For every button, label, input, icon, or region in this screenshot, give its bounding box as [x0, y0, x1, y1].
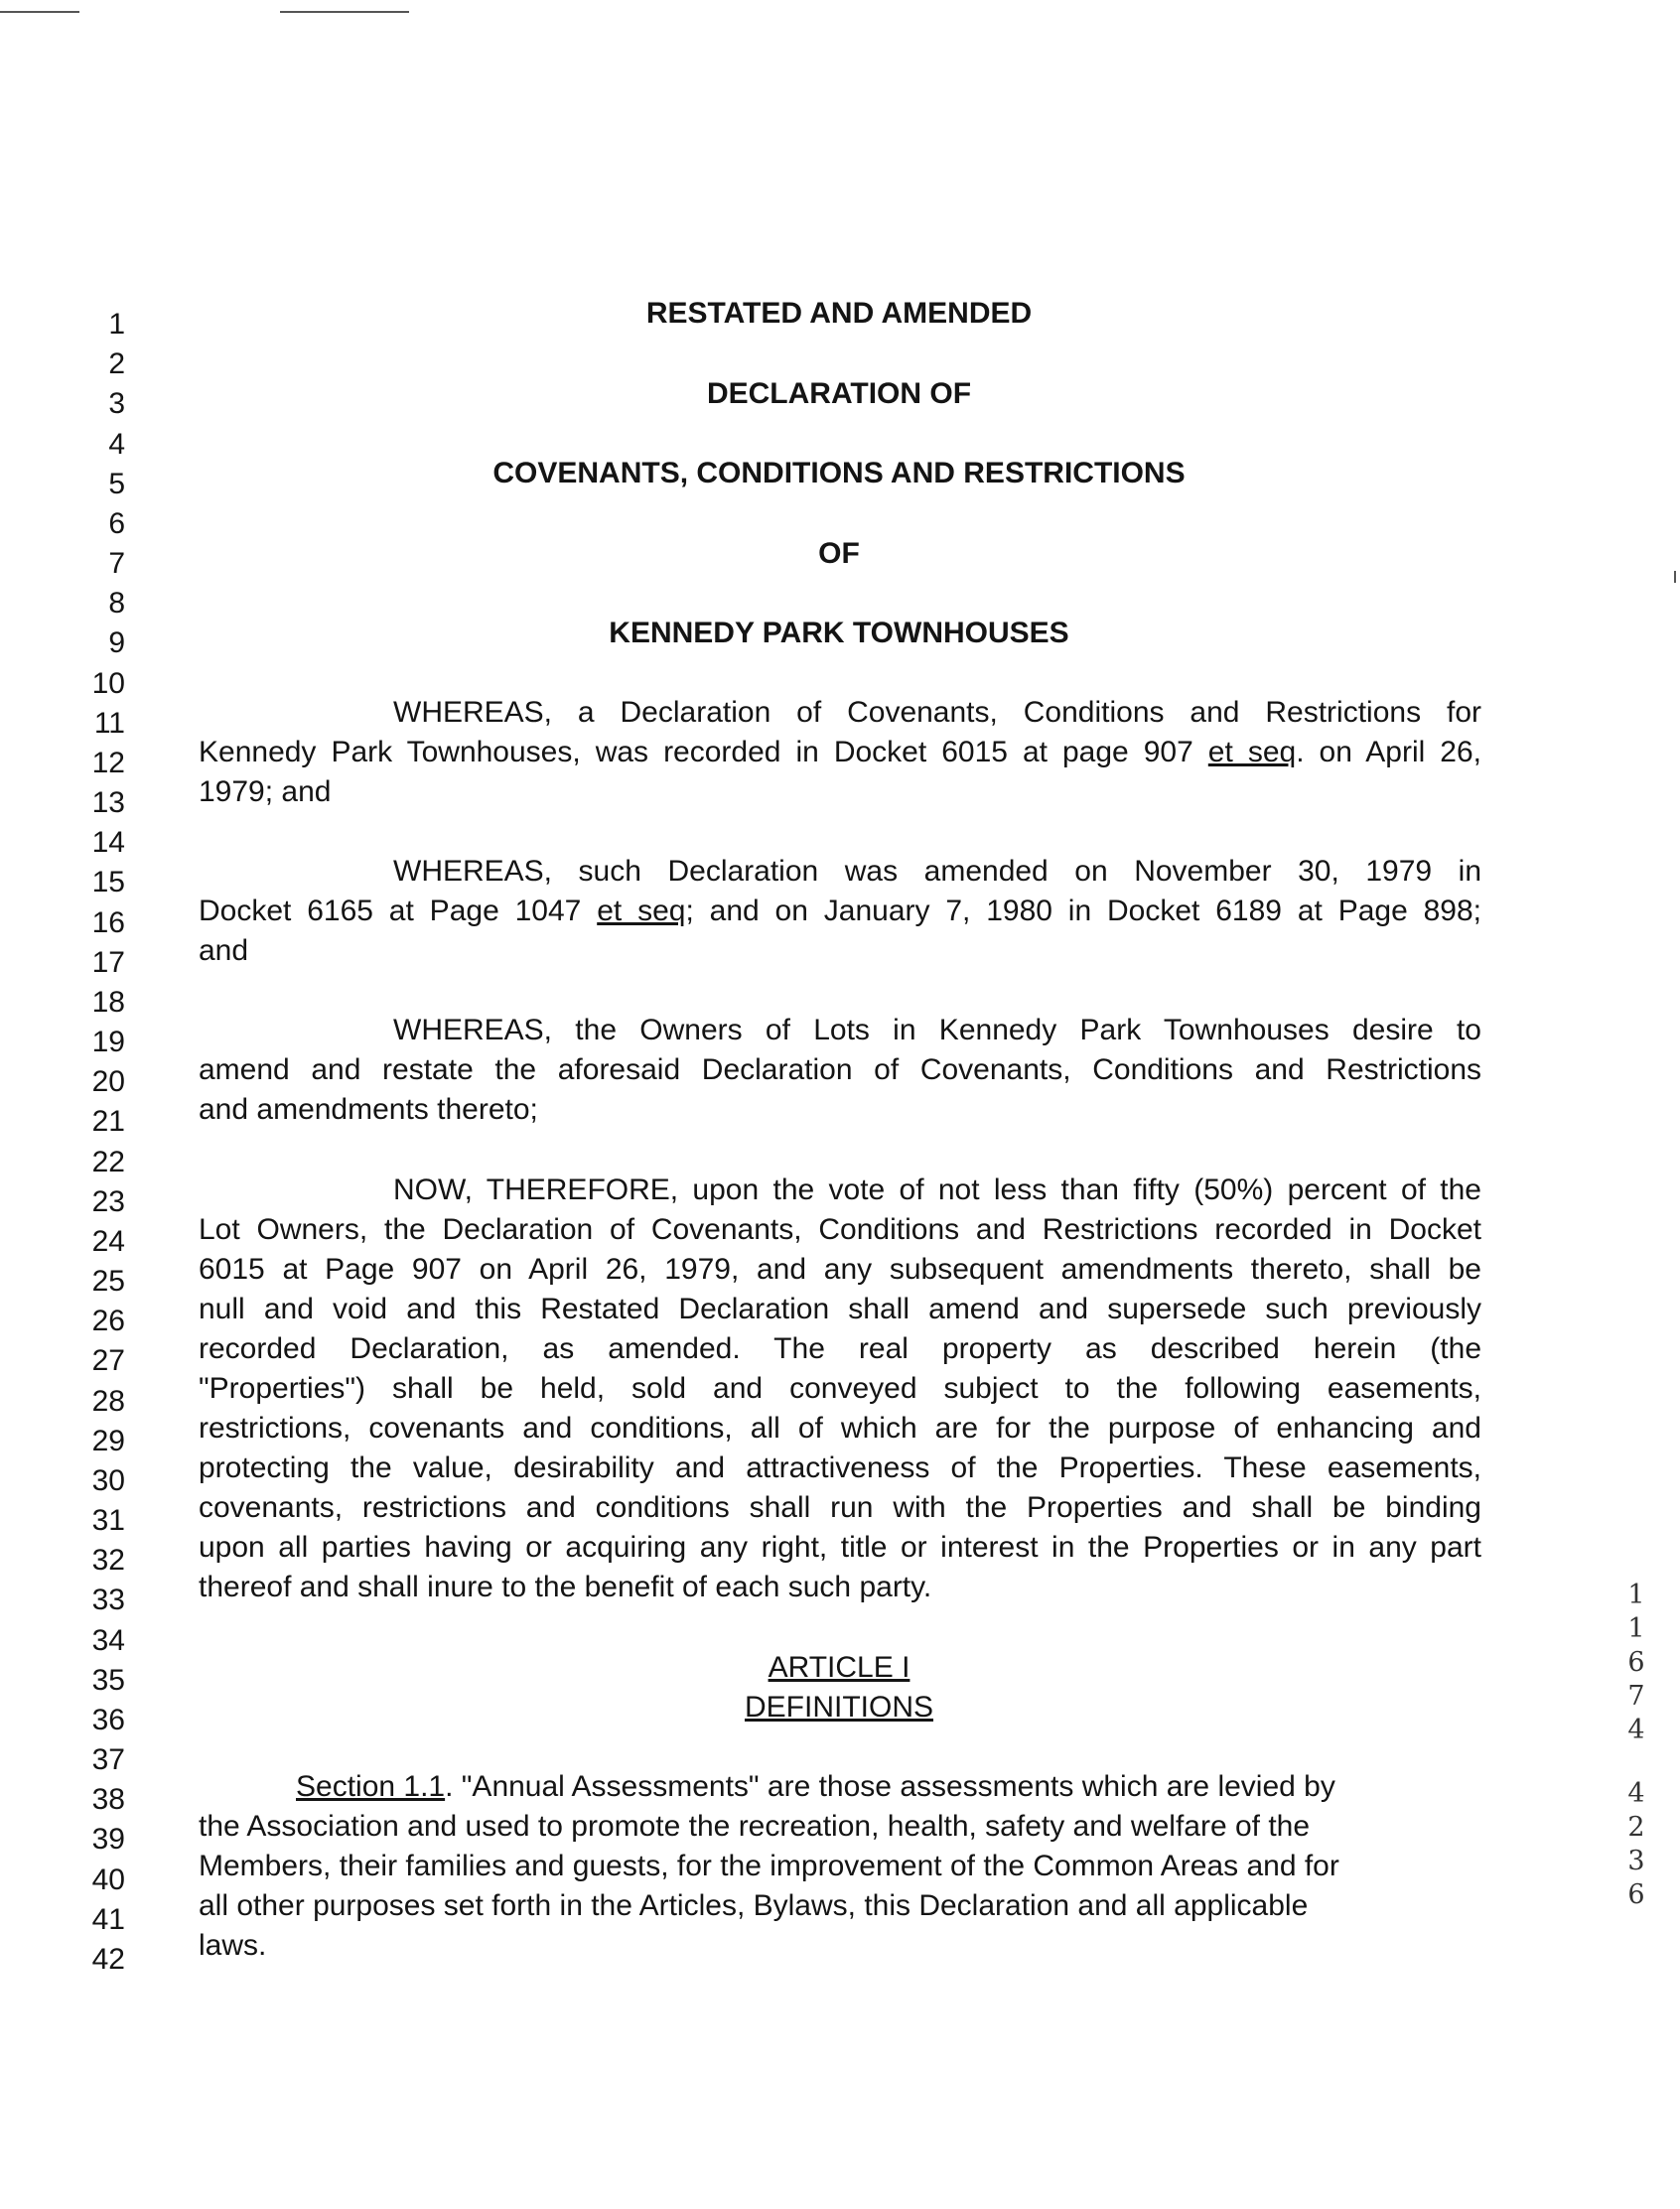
docket-digit: 7 [1627, 1681, 1645, 1712]
line-number: 40 [91, 1863, 125, 1896]
line-number: 31 [91, 1504, 125, 1538]
line-number: 2 [108, 347, 125, 381]
body-line: "Properties") shall be held, sold and conveyed subject to the following easements, [199, 1372, 1481, 1405]
line-number: 41 [91, 1902, 125, 1936]
line-number: 39 [91, 1823, 125, 1857]
docket-digit: 1 [1627, 1613, 1645, 1644]
line-number: 19 [91, 1026, 125, 1059]
line-number: 13 [91, 786, 125, 820]
line-number: 20 [91, 1065, 125, 1099]
line-number: 33 [91, 1584, 125, 1617]
body-line: and amendments thereto; [199, 1093, 538, 1126]
docket-digit: 4 [1627, 1715, 1645, 1745]
body-line: 6015 at Page 907 on April 26, 1979, and any subsequent amendments thereto, shall be [199, 1253, 1481, 1286]
body-line: restrictions, covenants and conditions, all of which are for the purpose of enhancing and [199, 1412, 1481, 1445]
scan-mark-top-left [0, 11, 79, 13]
line-number: 24 [91, 1224, 125, 1258]
body-line: the Association and used to promote the recreation, health, safety and welfare of the [199, 1810, 1311, 1843]
line-number: 37 [91, 1743, 125, 1777]
line-number: 42 [91, 1942, 125, 1976]
text-run: . "Annual Assessments" are those assessments which are levied by [445, 1770, 1335, 1803]
line-number: 23 [91, 1184, 125, 1218]
body-line: thereof and shall inure to the benefit of each such party. [199, 1571, 932, 1603]
line-number: 4 [108, 427, 125, 461]
line-number: 6 [108, 506, 125, 540]
body-line: covenants, restrictions and conditions shall run with the Properties and shall be binding [199, 1491, 1481, 1524]
line-number: 22 [91, 1145, 125, 1178]
title-line-2: DECLARATION OF [706, 377, 972, 410]
text-run: Docket 6165 at Page 1047 [199, 895, 598, 927]
body-line: Members, their families and guests, for the improvement of the Common Areas and for [199, 1850, 1339, 1882]
body-line [199, 736, 1481, 769]
line-number: 10 [91, 666, 125, 700]
body-line: 1979; and [199, 775, 332, 808]
body-line: laws. [199, 1929, 267, 1962]
line-number: 15 [91, 866, 125, 899]
line-number: 12 [91, 746, 125, 779]
line-number: 34 [91, 1623, 125, 1657]
body-line: null and void and this Restated Declaration shall amend and supersede such previously [199, 1293, 1481, 1325]
body-line: WHEREAS, such Declaration was amended on November 30, 1979 in [393, 855, 1481, 888]
line-number: 29 [91, 1424, 125, 1457]
body-line [296, 1770, 1335, 1804]
line-number: 36 [91, 1703, 125, 1736]
body-line: WHEREAS, the Owners of Lots in Kennedy Park Townhouses desire to [393, 1014, 1481, 1046]
docket-digit: 1 [1627, 1580, 1645, 1610]
article-number [606, 1651, 1072, 1685]
line-number: 35 [91, 1663, 125, 1697]
body-line: amend and restate the aforesaid Declaration of Covenants, Conditions and Restrictions [199, 1053, 1481, 1086]
line-number: 17 [91, 945, 125, 979]
title-line-1: RESTATED AND AMENDED [645, 297, 1033, 330]
text-run: ; and on January 7, 1980 in Docket 6189 at Page 898; [685, 895, 1482, 927]
line-number: 21 [91, 1105, 125, 1139]
line-number: 26 [91, 1305, 125, 1338]
page-digit: 2 [1627, 1812, 1645, 1843]
line-number: 3 [108, 387, 125, 421]
title-line-5: KENNEDY PARK TOWNHOUSES [609, 617, 1069, 649]
body-line: recorded Declaration, as amended. The real property as described herein (the [199, 1332, 1481, 1365]
page-digit: 4 [1627, 1778, 1645, 1809]
body-line [199, 895, 1481, 928]
title-line-4: OF [818, 537, 860, 570]
line-number: 9 [108, 626, 125, 660]
line-number: 32 [91, 1544, 125, 1578]
title-line-3: COVENANTS, CONDITIONS AND RESTRICTIONS [492, 457, 1186, 489]
line-number: 30 [91, 1463, 125, 1497]
line-number: 27 [91, 1344, 125, 1378]
page-digit: 3 [1627, 1846, 1645, 1876]
line-number: 16 [91, 905, 125, 939]
line-number: 5 [108, 467, 125, 500]
line-number: 38 [91, 1783, 125, 1817]
line-number: 14 [91, 826, 125, 860]
article-number-text: ARTICLE I [768, 1651, 910, 1684]
section-label: Section 1.1 [296, 1770, 446, 1803]
scan-mark-top-center [280, 11, 409, 13]
body-line: protecting the value, desirability and attractiveness of the Properties. These easements, [199, 1451, 1481, 1484]
article-title-text: DEFINITIONS [744, 1691, 933, 1724]
body-line: upon all parties having or acquiring any right, title or interest in the Properties or in any part [199, 1531, 1481, 1564]
text-run: Kennedy Park Townhouses, was recorded in Docket 6015 at page 907 [199, 736, 1208, 768]
text-run: . on April 26, [1296, 736, 1481, 768]
line-number: 8 [108, 587, 125, 621]
line-number: 25 [91, 1265, 125, 1299]
line-number: 11 [93, 706, 125, 740]
text-run-underlined: et seq [597, 895, 686, 927]
line-number: 1 [108, 308, 125, 341]
docket-digit: 6 [1627, 1647, 1645, 1678]
text-run-underlined: et seq [1207, 736, 1297, 768]
line-number: 18 [91, 985, 125, 1019]
page-digit: 6 [1627, 1879, 1645, 1910]
body-line: NOW, THEREFORE, upon the vote of not less than fifty (50%) percent of the [393, 1174, 1481, 1206]
body-line: Lot Owners, the Declaration of Covenants, Conditions and Restrictions recorded in Docket [199, 1213, 1481, 1246]
line-number: 7 [108, 547, 125, 581]
line-number: 28 [91, 1384, 125, 1418]
article-title [606, 1691, 1072, 1725]
scan-mark-right [1674, 571, 1676, 583]
body-line: and [199, 934, 249, 967]
body-line: WHEREAS, a Declaration of Covenants, Conditions and Restrictions for [393, 696, 1481, 729]
body-line: all other purposes set forth in the Articles, Bylaws, this Declaration and all applicable [199, 1889, 1309, 1922]
